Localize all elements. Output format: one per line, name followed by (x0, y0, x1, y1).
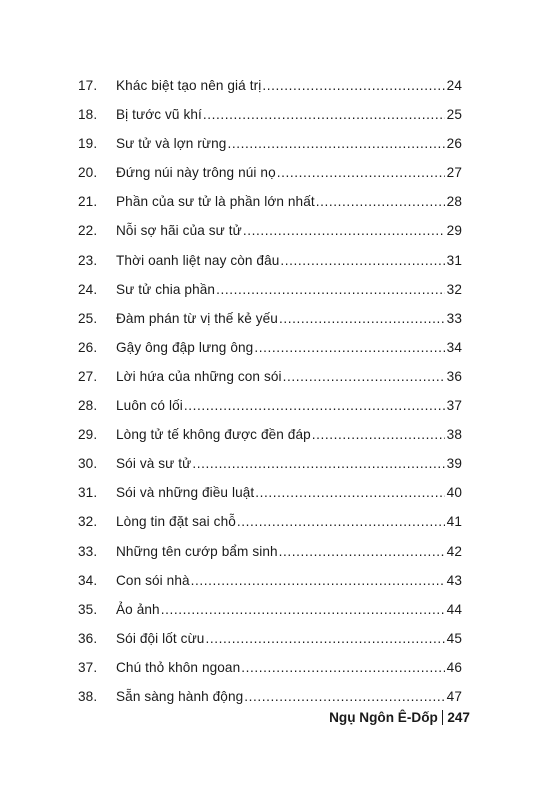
toc-entry (78, 311, 462, 340)
toc-entry-title: Lời hứa của những con sói (116, 368, 282, 384)
toc-entry-number: 21. (78, 194, 98, 210)
toc-entry (78, 282, 462, 311)
dot-leader (227, 136, 445, 151)
toc-entry (78, 136, 462, 165)
toc-entry-title: Chú thỏ khôn ngoan (116, 659, 241, 675)
toc-entry-number: 17. (78, 78, 98, 93)
toc-entry-title: Khác biệt tạo nên giá trị (116, 78, 262, 93)
toc-entry-number: 25. (78, 310, 98, 326)
toc-entry-number: 27. (78, 368, 98, 384)
toc-entry-title: Sẵn sàng hành động (116, 688, 244, 704)
dot-leader (312, 427, 445, 442)
toc-entry-page: 28 (446, 194, 462, 210)
toc-entry-page: 36 (446, 368, 462, 384)
footer-divider (442, 710, 444, 725)
toc-entry-page: 38 (446, 427, 462, 443)
toc-entry (78, 398, 462, 427)
toc-entry-number: 35. (78, 601, 98, 617)
toc-entry-title: Sói đội lốt cừu (116, 630, 205, 646)
toc-entry-title: Con sói nhà (116, 572, 190, 588)
toc-entry-number: 19. (78, 136, 98, 152)
toc-entry (78, 485, 462, 514)
toc-entry-page: 29 (446, 223, 462, 239)
toc-entry-page: 37 (446, 398, 462, 414)
toc-entry (78, 427, 462, 456)
toc-entry-page: 32 (446, 281, 462, 297)
dot-leader (244, 689, 445, 704)
dot-leader (161, 602, 445, 617)
toc-entry-title: Gậy ông đập lưng ông (116, 339, 254, 355)
toc-entry-page: 40 (446, 485, 462, 501)
toc-entry-number: 38. (78, 688, 98, 704)
dot-leader (277, 165, 445, 180)
running-title: Ngụ Ngôn Ê-Dốp (329, 710, 438, 725)
toc-entry-title: Sư tử và lợn rừng (116, 136, 227, 152)
toc-entry-page: 27 (446, 165, 462, 181)
toc-entry-number: 33. (78, 543, 98, 559)
toc-entry-title: Sói và sư tử (116, 456, 192, 472)
toc-entry-page: 44 (446, 601, 462, 617)
toc-entry-number: 37. (78, 659, 98, 675)
dot-leader (279, 311, 445, 326)
toc-entry-number: 36. (78, 630, 98, 646)
toc-entry (78, 253, 462, 282)
toc-entry-title: Đàm phán từ vị thế kẻ yếu (116, 310, 278, 326)
dot-leader (280, 253, 445, 268)
toc-entry-title: Thời oanh liệt nay còn đâu (116, 252, 280, 268)
table-of-contents (78, 78, 462, 718)
toc-entry-page: 34 (446, 339, 462, 355)
toc-entry-page: 43 (446, 572, 462, 588)
toc-entry-title: Nỗi sợ hãi của sư tử (116, 223, 242, 239)
dot-leader (216, 282, 445, 297)
toc-entry (78, 107, 462, 136)
toc-entry (78, 631, 462, 660)
toc-entry-number: 20. (78, 165, 98, 181)
toc-entry-page: 42 (446, 543, 462, 559)
toc-entry-title: Luôn có lối (116, 398, 183, 414)
toc-entry (78, 544, 462, 573)
toc-entry (78, 78, 462, 107)
page-number: 247 (447, 710, 470, 725)
toc-entry-title: Lòng tử tế không được đền đáp (116, 427, 311, 443)
toc-entry (78, 369, 462, 398)
toc-entry-page: 26 (446, 136, 462, 152)
dot-leader (283, 369, 445, 384)
toc-entry-number: 31. (78, 485, 98, 501)
dot-leader (262, 78, 445, 93)
toc-entry-title: Sư tử chia phần (116, 281, 216, 297)
toc-entry-page: 46 (446, 659, 462, 675)
toc-entry-number: 26. (78, 339, 98, 355)
toc-entry-number: 29. (78, 427, 98, 443)
toc-entry-title: Sói và những điều luật (116, 485, 255, 501)
toc-entry (78, 514, 462, 543)
toc-entry-number: 23. (78, 252, 98, 268)
toc-entry-number: 30. (78, 456, 98, 472)
toc-entry-title: Phần của sư tử là phần lớn nhất (116, 194, 315, 210)
toc-entry-page: 25 (446, 107, 462, 123)
dot-leader (203, 107, 445, 122)
toc-entry-title: Ảo ảnh (116, 601, 160, 617)
toc-entry-title: Đứng núi này trông núi nọ (116, 165, 276, 181)
toc-entry-number: 18. (78, 107, 98, 123)
toc-entry (78, 456, 462, 485)
dot-leader (192, 456, 445, 471)
dot-leader (184, 398, 445, 413)
dot-leader (316, 194, 445, 209)
toc-entry-number: 34. (78, 572, 98, 588)
toc-entry-page: 41 (446, 514, 462, 530)
toc-entry-page: 45 (446, 630, 462, 646)
toc-entry (78, 602, 462, 631)
toc-entry (78, 194, 462, 223)
toc-entry-page: 47 (446, 688, 462, 704)
toc-entry-title: Bị tước vũ khí (116, 107, 202, 123)
toc-entry (78, 573, 462, 602)
toc-entry-page: 39 (446, 456, 462, 472)
toc-entry-number: 22. (78, 223, 98, 239)
toc-entry-number: 24. (78, 281, 98, 297)
toc-entry (78, 340, 462, 369)
toc-entry-page: 24 (446, 78, 462, 93)
page-footer (329, 710, 470, 725)
toc-entry-page: 33 (446, 310, 462, 326)
dot-leader (254, 340, 445, 355)
toc-entry (78, 165, 462, 194)
dot-leader (243, 223, 445, 238)
dot-leader (205, 631, 445, 646)
dot-leader (191, 573, 445, 588)
dot-leader (279, 544, 445, 559)
toc-entry (78, 223, 462, 252)
dot-leader (241, 660, 445, 675)
toc-entry-title: Những tên cướp bẩm sinh (116, 543, 278, 559)
toc-entry-page: 31 (446, 252, 462, 268)
toc-entry (78, 660, 462, 689)
toc-entry-number: 32. (78, 514, 98, 530)
dot-leader (237, 514, 445, 529)
toc-entry-title: Lòng tin đặt sai chỗ (116, 514, 236, 530)
dot-leader (255, 485, 445, 500)
toc-entry-number: 28. (78, 398, 98, 414)
